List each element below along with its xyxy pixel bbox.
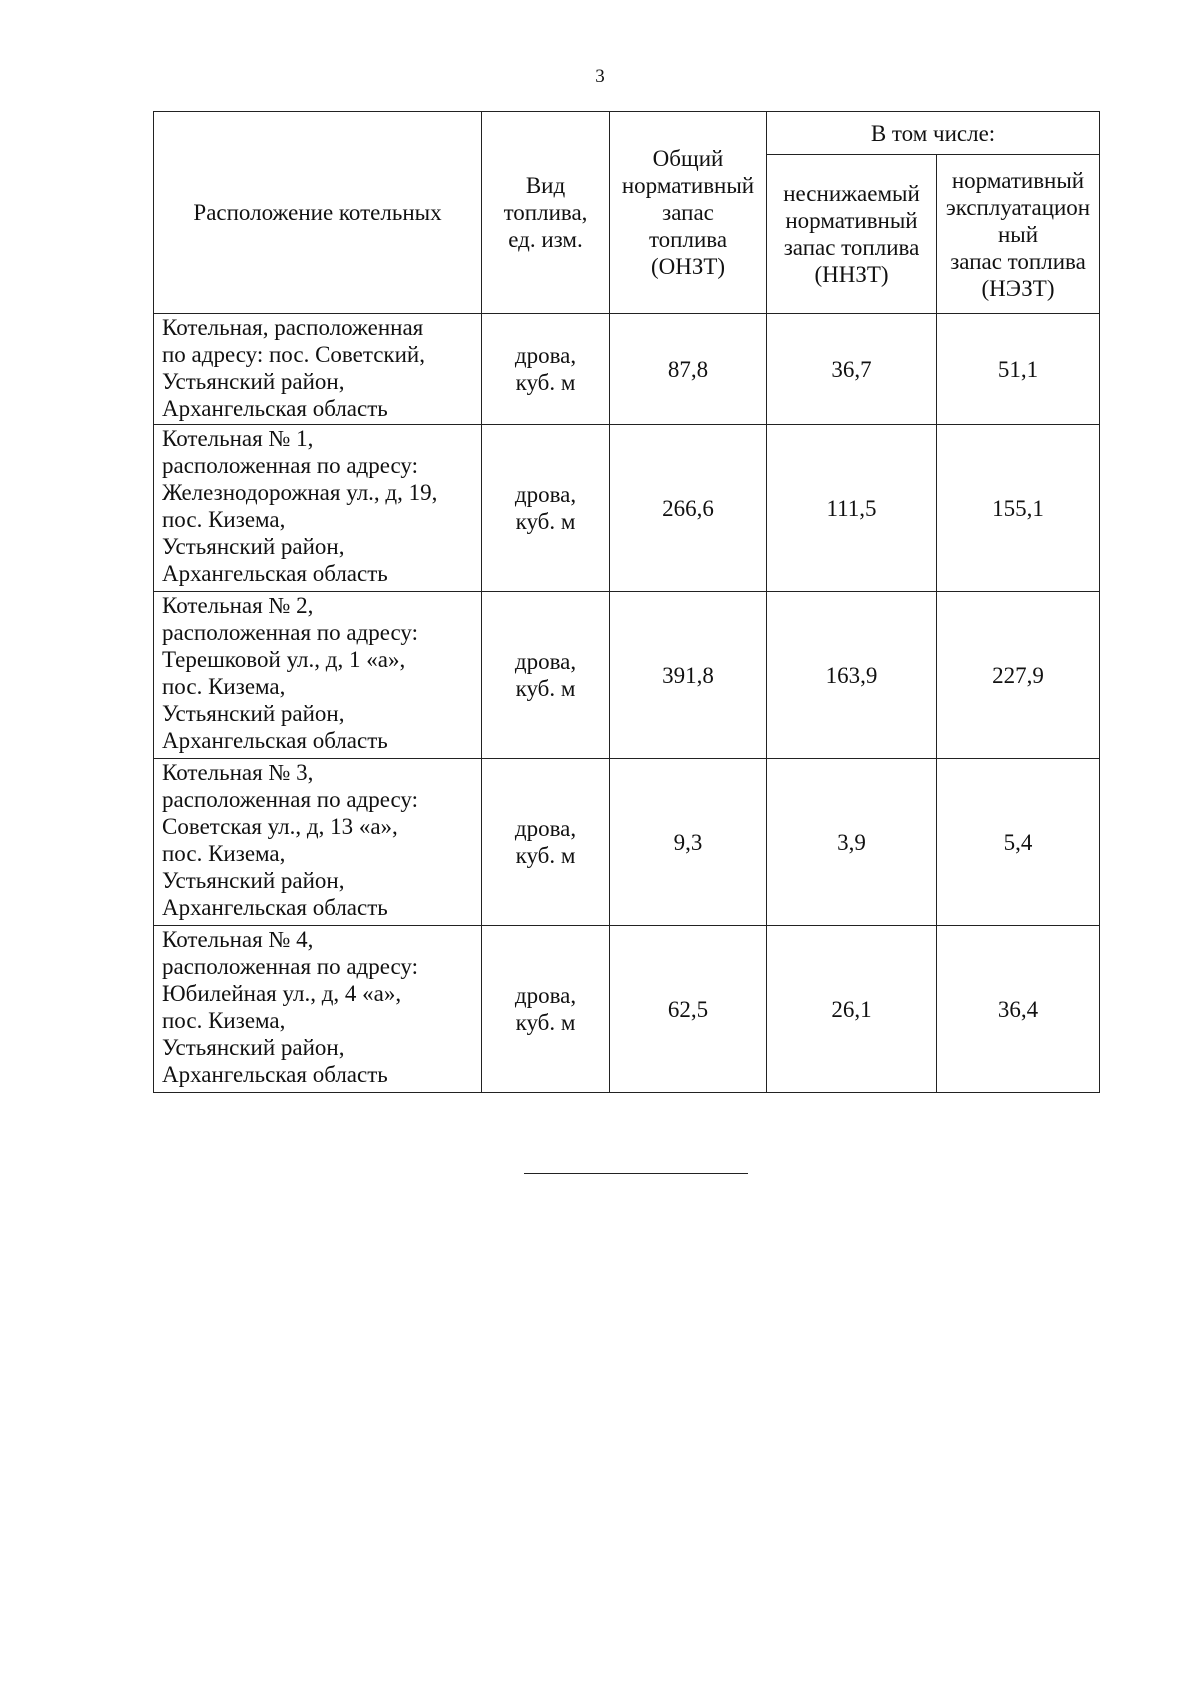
cell-nezt: 5,4 xyxy=(937,759,1100,926)
header-nezt-text: нормативный эксплуатацион ный запас топлива (НЭЗТ) xyxy=(945,167,1091,301)
cell-fuel-type: дрова, куб. м xyxy=(482,314,610,425)
end-divider-line xyxy=(524,1173,748,1174)
cell-nnzt: 26,1 xyxy=(767,926,937,1093)
cell-nezt: 155,1 xyxy=(937,425,1100,592)
cell-nnzt: 36,7 xyxy=(767,314,937,425)
header-location-text: Расположение котельных xyxy=(193,200,442,225)
cell-fuel-type: дрова, куб. м xyxy=(482,592,610,759)
header-including-text: В том числе: xyxy=(870,120,996,146)
cell-nezt: 36,4 xyxy=(937,926,1100,1093)
header-fuel-type xyxy=(482,112,610,314)
header-location xyxy=(154,112,482,314)
header-nnzt xyxy=(767,155,937,314)
cell-fuel-type: дрова, куб. м xyxy=(482,425,610,592)
table-row xyxy=(154,592,1100,759)
cell-total-reserve: 87,8 xyxy=(610,314,767,425)
cell-total-reserve: 62,5 xyxy=(610,926,767,1093)
cell-fuel-type: дрова, куб. м xyxy=(482,926,610,1093)
cell-location: Котельная № 3, расположенная по адресу: Советская ул., д, 13 «а», пос. Кизема, Устьянский район, Архангельская область xyxy=(154,759,482,926)
header-fuel-type-text: Вид топлива, ед. изм. xyxy=(503,173,588,252)
fuel-reserve-table xyxy=(153,111,1100,1093)
cell-location: Котельная № 2, расположенная по адресу: Терешковой ул., д, 1 «а», пос. Кизема, Устьянский район, Архангельская область xyxy=(154,592,482,759)
cell-location: Котельная, расположенная по адресу: пос. Советский, Устьянский район, Архангельская область xyxy=(154,314,482,425)
table-row xyxy=(154,314,1100,425)
table-row xyxy=(154,425,1100,592)
table-row xyxy=(154,926,1100,1093)
cell-nezt: 51,1 xyxy=(937,314,1100,425)
table-row xyxy=(154,759,1100,926)
header-total-reserve-text: Общий нормативный запас топлива (ОНЗТ) xyxy=(621,146,755,279)
header-total-reserve xyxy=(610,112,767,314)
header-nezt xyxy=(937,155,1100,314)
cell-nnzt: 3,9 xyxy=(767,759,937,926)
cell-total-reserve: 266,6 xyxy=(610,425,767,592)
cell-total-reserve: 9,3 xyxy=(610,759,767,926)
cell-location: Котельная № 1, расположенная по адресу: Железнодорожная ул., д, 19, пос. Кизема, Устьянский район, Архангельская область xyxy=(154,425,482,592)
header-nnzt-text: неснижаемый нормативный запас топлива (ННЗТ) xyxy=(783,181,920,287)
cell-total-reserve: 391,8 xyxy=(610,592,767,759)
header-including xyxy=(767,112,1100,155)
page-number: 3 xyxy=(595,66,605,87)
cell-nnzt: 111,5 xyxy=(767,425,937,592)
cell-nezt: 227,9 xyxy=(937,592,1100,759)
cell-nnzt: 163,9 xyxy=(767,592,937,759)
cell-fuel-type: дрова, куб. м xyxy=(482,759,610,926)
cell-location: Котельная № 4, расположенная по адресу: Юбилейная ул., д, 4 «а», пос. Кизема, Устьянский район, Архангельская область xyxy=(154,926,482,1093)
